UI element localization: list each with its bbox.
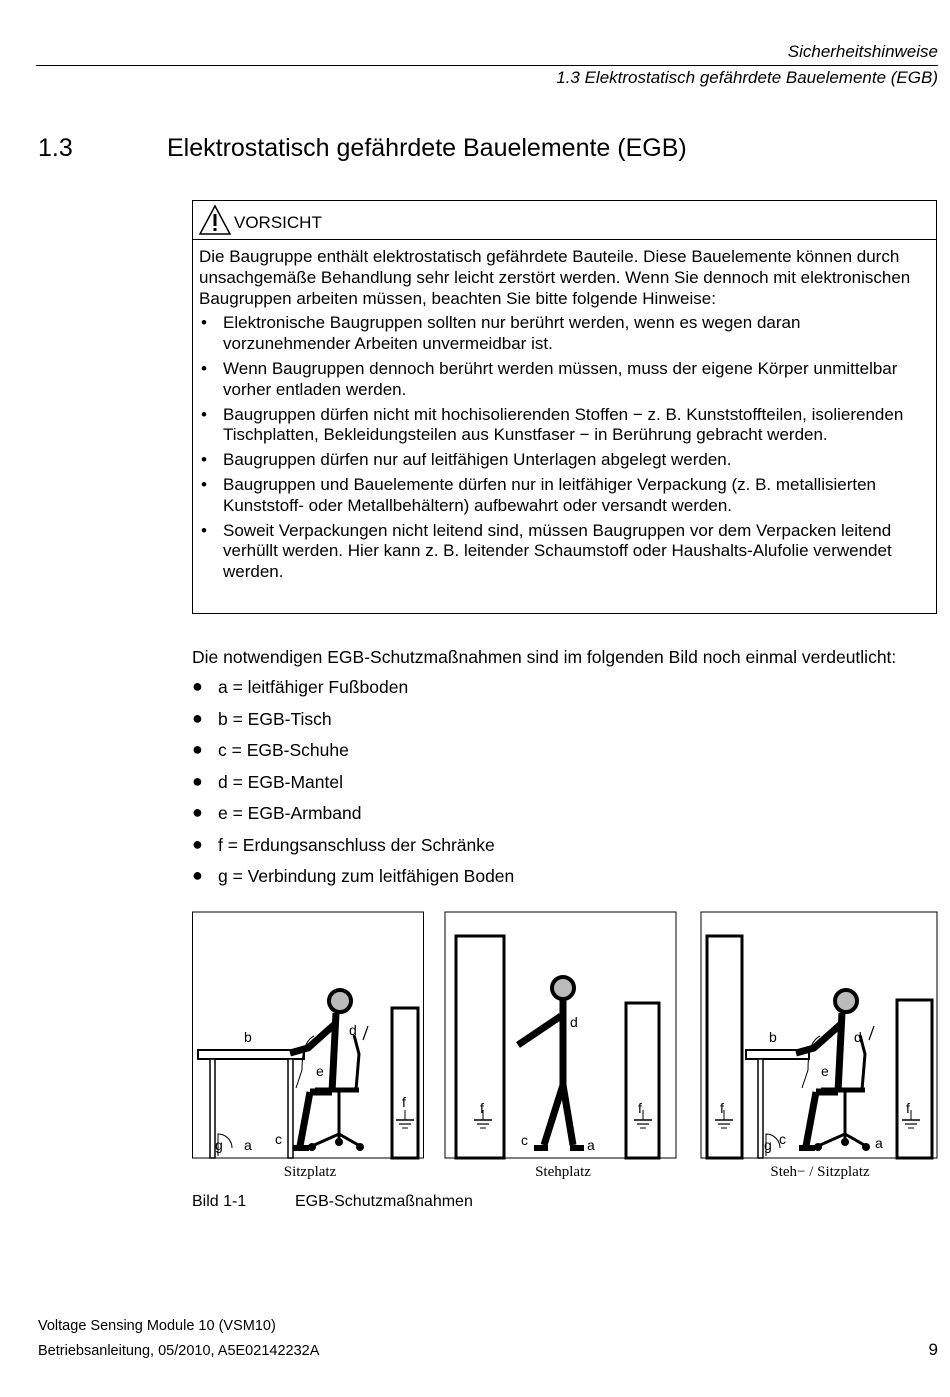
section-number: 1.3 bbox=[38, 134, 73, 162]
label-f: f bbox=[906, 1100, 910, 1116]
label-f: f bbox=[480, 1100, 484, 1116]
measures-intro: Die notwendigen EGB-Schutzmaßnahmen sind im folgenden Bild noch einmal verdeutlicht: bbox=[192, 647, 897, 667]
caution-box bbox=[192, 200, 937, 614]
bullet-icon: ● bbox=[192, 770, 203, 791]
legend-item: ● c = EGB-Schuhe bbox=[192, 739, 349, 760]
legend-item: ● d = EGB-Mantel bbox=[192, 770, 343, 792]
footer-document: Betriebsanleitung, 05/2010, A5E02142232A bbox=[38, 1343, 320, 1359]
caution-item: • Baugruppen dürfen nur auf leitfähigen Unterlagen abgelegt werden. bbox=[201, 450, 732, 470]
header-rule bbox=[36, 65, 938, 66]
label-d: d bbox=[854, 1029, 862, 1045]
esd-measures-figure bbox=[192, 910, 940, 1185]
footer-product: Voltage Sensing Module 10 (VSM10) bbox=[38, 1318, 276, 1334]
panel-steh-sitzplatz bbox=[701, 912, 937, 1158]
label-g: g bbox=[215, 1137, 223, 1153]
panel-caption-steh-sitzplatz: Steh− / Sitzplatz bbox=[770, 1164, 870, 1180]
legend-item: ● g = Verbindung zum leitfähigen Boden bbox=[192, 865, 515, 886]
bullet-icon: • bbox=[201, 520, 207, 540]
caution-item: • Baugruppen dürfen nicht mit hochisolierenden Stoffen − z. B. Kunststoffteilen, isolierenden Tischplatten, Bekleidungsteilen aus Kunstfaser − in Berührung gebracht werden. bbox=[201, 404, 904, 445]
legend-item: ● f = Erdungsanschluss der Schränke bbox=[192, 833, 495, 855]
bullet-icon: • bbox=[201, 313, 207, 333]
figure-caption-text: EGB-Schutzmaßnahmen bbox=[295, 1193, 473, 1210]
bullet-icon: ● bbox=[192, 676, 203, 696]
label-g: g bbox=[764, 1137, 772, 1153]
caution-label: VORSICHT bbox=[234, 213, 322, 232]
panel-stehplatz bbox=[445, 912, 676, 1158]
panel-caption-stehplatz: Stehplatz bbox=[535, 1164, 591, 1180]
caution-item: • Elektronische Baugruppen sollten nur berührt werden, wenn es wegen daran vorzunehmender Arbeiten unvermeidbar ist. bbox=[201, 313, 801, 354]
label-c: c bbox=[779, 1131, 786, 1147]
label-a: a bbox=[875, 1135, 883, 1151]
warning-triangle-icon bbox=[198, 204, 232, 236]
legend-item: ● b = EGB-Tisch bbox=[192, 707, 332, 729]
label-c: c bbox=[275, 1131, 282, 1147]
caution-item: • Soweit Verpackungen nicht leitend sind, müssen Baugruppen vor dem Verpacken leitend verhüllt werden. Hier kann z. B. leitender Schaumstoff oder Haushalts-Alufolie verwendet werden. bbox=[201, 520, 892, 582]
caution-body bbox=[193, 240, 936, 583]
label-f: f bbox=[720, 1100, 724, 1116]
bullet-icon: ● bbox=[192, 833, 203, 854]
caution-list bbox=[199, 313, 930, 583]
bullet-icon: ● bbox=[192, 802, 203, 822]
bullet-icon: ● bbox=[192, 739, 203, 759]
legend-item: ● e = EGB-Armband bbox=[192, 802, 362, 823]
label-c: c bbox=[521, 1132, 528, 1148]
caution-item: • Wenn Baugruppen dennoch berührt werden müssen, muss der eigene Körper unmittelbar vorher entladen werden. bbox=[201, 358, 898, 399]
label-e: e bbox=[316, 1063, 324, 1079]
bullet-icon: • bbox=[201, 404, 207, 424]
bullet-icon: • bbox=[201, 358, 207, 378]
bullet-icon: ● bbox=[192, 865, 203, 885]
running-header-chapter: Sicherheitshinweise bbox=[787, 42, 938, 61]
panel-caption-sitzplatz: Sitzplatz bbox=[283, 1164, 337, 1180]
label-f: f bbox=[402, 1094, 406, 1110]
caution-header bbox=[193, 201, 936, 240]
label-b: b bbox=[769, 1029, 777, 1045]
label-a: a bbox=[244, 1137, 252, 1153]
bullet-icon: • bbox=[201, 474, 207, 494]
label-f: f bbox=[638, 1100, 642, 1116]
section-title: Elektrostatisch gefährdete Bauelemente (EGB) bbox=[167, 134, 687, 162]
legend-item: ● a = leitfähiger Fußboden bbox=[192, 676, 409, 697]
figure-caption-number: Bild 1-1 bbox=[192, 1193, 247, 1210]
panel-sitzplatz bbox=[193, 912, 424, 1158]
page-number: 9 bbox=[928, 1340, 938, 1359]
label-a: a bbox=[587, 1137, 595, 1153]
running-header-section: 1.3 Elektrostatisch gefährdete Bauelemente (EGB) bbox=[556, 68, 938, 87]
caution-item: • Baugruppen und Bauelemente dürfen nur in leitfähiger Verpackung (z. B. metallisierten Kunststoff- oder Metallbehältern) aufbewahrt oder versandt werden. bbox=[201, 474, 877, 515]
bullet-icon: ● bbox=[192, 707, 203, 728]
label-e: e bbox=[821, 1063, 829, 1079]
measures-legend bbox=[192, 677, 514, 898]
caution-intro: Die Baugruppe enthält elektrostatisch gefährdete Bauteile. Diese Bauelemente können durch unsachgemäße Behandlung sehr leicht zerstört werden. Wenn Sie dennoch mit elektronischen Baugruppen arbeiten müssen, beachten Sie bitte folgende Hinweise: bbox=[199, 247, 911, 308]
label-d: d bbox=[349, 1022, 357, 1038]
label-d: d bbox=[570, 1014, 578, 1030]
label-b: b bbox=[244, 1029, 252, 1045]
bullet-icon: • bbox=[201, 450, 207, 470]
